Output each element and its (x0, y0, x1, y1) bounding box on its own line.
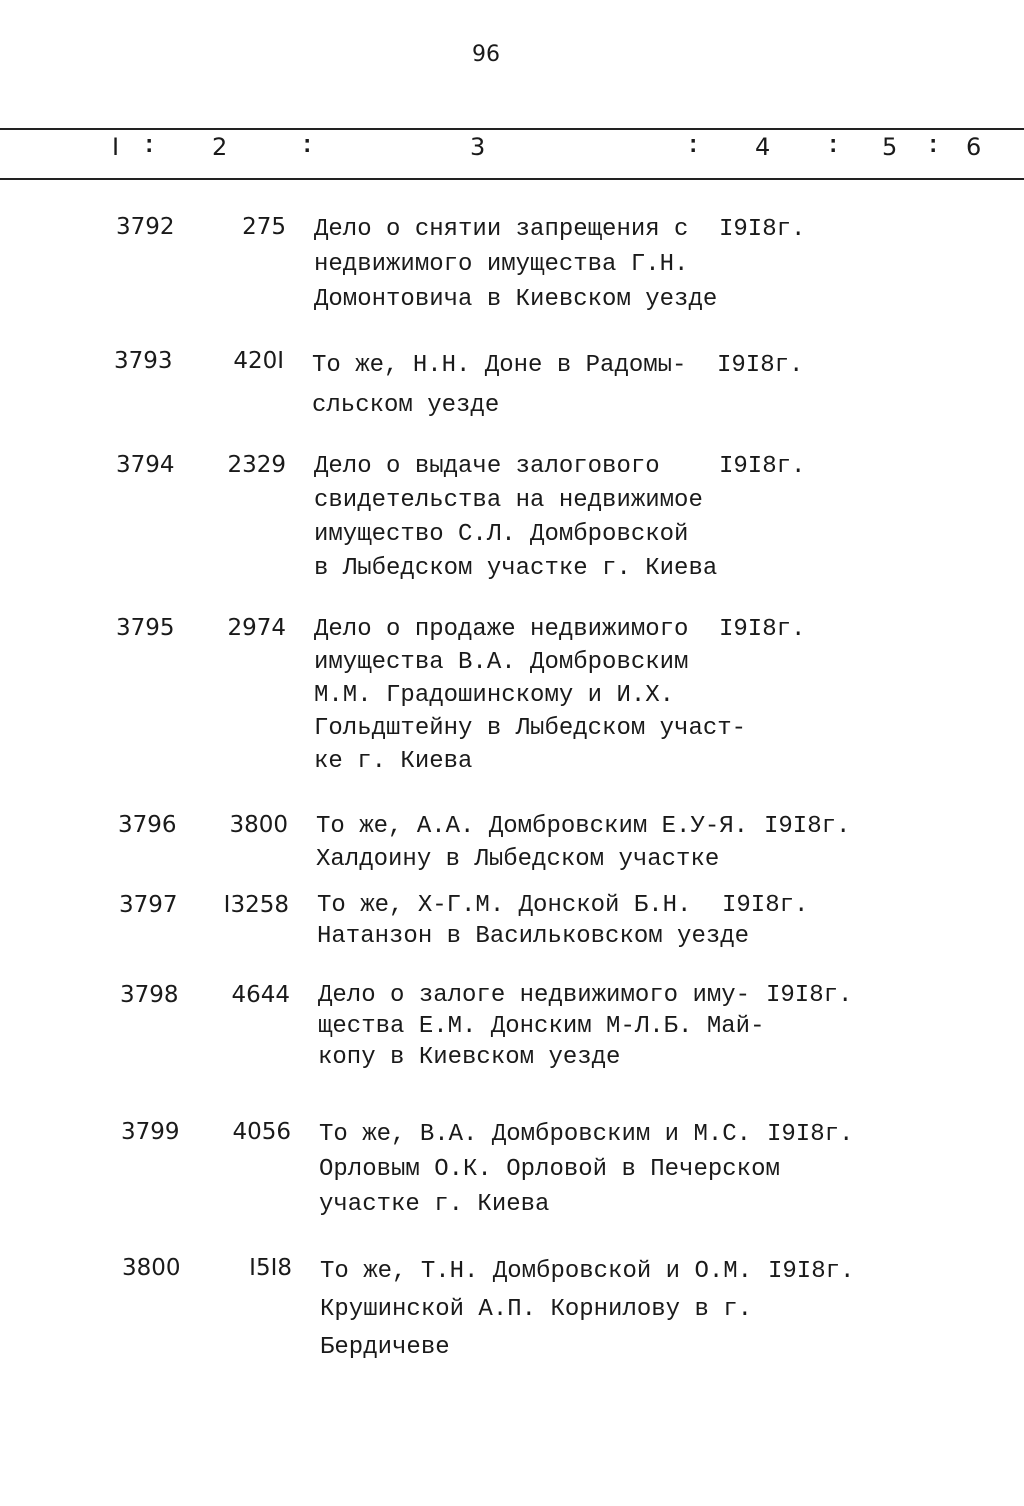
record-number: 3794 (116, 452, 175, 478)
description-line: То же, В.А. Домбровским и М.С. (319, 1121, 752, 1148)
description-line: То же, Н.Н. Доне в Радомы- (312, 352, 687, 379)
header-separator: : (926, 133, 941, 160)
description-line: Крушинской А.П. Корнилову в г. (320, 1296, 753, 1323)
description-line: Орловым О.К. Орловой в Печерском (319, 1156, 780, 1183)
description-line: Гольдштейну в Лыбедском участ- (314, 715, 747, 742)
record-description (317, 890, 749, 952)
record-year: I9I8г. (719, 216, 806, 243)
description-line: сльском уезде (312, 392, 500, 419)
record-description (314, 212, 717, 317)
description-line: свидетельства на недвижимое (314, 487, 703, 514)
record-archive-number: 3800 (229, 812, 288, 838)
record-number: 3798 (120, 982, 179, 1008)
record-description (318, 980, 764, 1073)
header-col-4: 4 (755, 133, 771, 161)
record-archive-number: 2329 (227, 452, 286, 478)
description-line: Натанзон в Васильковском уезде (317, 923, 750, 950)
description-line: в Лыбедском участке г. Киева (314, 555, 718, 582)
description-line: участке г. Киева (319, 1191, 550, 1218)
header-separator: : (142, 133, 157, 160)
header-separator: : (300, 133, 315, 160)
header-col-3: 3 (470, 133, 486, 161)
record-description (314, 613, 746, 778)
record-archive-number: 4644 (231, 982, 290, 1008)
description-line: копу в Киевском уезде (318, 1044, 621, 1071)
description-line: Дело о залоге недвижимого иму- (318, 982, 751, 1009)
record-number: 3792 (116, 214, 175, 240)
header-col-1: I (112, 133, 120, 161)
record-number: 3796 (118, 812, 177, 838)
record-number: 3795 (116, 615, 175, 641)
record-description (319, 1117, 780, 1222)
record-year: I9I8г. (766, 982, 853, 1009)
description-line: Дело о снятии запрещения с (314, 216, 689, 243)
header-col-2: 2 (212, 133, 228, 161)
header-separator: : (686, 133, 701, 160)
record-number: 3797 (119, 892, 178, 918)
header-col-6: 6 (966, 133, 982, 161)
record-number: 3793 (114, 348, 173, 374)
record-archive-number: 2974 (227, 615, 286, 641)
record-description (320, 1253, 752, 1367)
record-year: I9I8г. (722, 892, 809, 919)
record-description (312, 346, 686, 426)
record-number: 3800 (122, 1255, 181, 1281)
record-archive-number: 275 (242, 214, 286, 240)
description-line: М.М. Градошинскому и И.Х. (314, 682, 675, 709)
record-description (314, 450, 717, 586)
description-line: имущества В.А. Домбровским (314, 649, 689, 676)
description-line: Дело о продаже недвижимого (314, 616, 689, 643)
header-separator: : (826, 133, 841, 160)
record-year: I9I8г. (764, 813, 851, 840)
record-archive-number: 4056 (232, 1119, 291, 1145)
record-year: I9I8г. (719, 616, 806, 643)
description-line: имущество С.Л. Домбровской (314, 521, 689, 548)
description-line: То же, Х-Г.М. Донской Б.Н. (317, 892, 692, 919)
record-year: I9I8г. (768, 1258, 855, 1285)
record-archive-number: 420I (233, 348, 284, 374)
header-col-5: 5 (882, 133, 898, 161)
record-archive-number: I3258 (223, 892, 289, 918)
record-archive-number: I5I8 (249, 1255, 292, 1281)
description-line: Бердичеве (320, 1334, 450, 1361)
description-line: ке г. Киева (314, 748, 473, 775)
description-line: То же, А.А. Домбровским Е.У-Я. (316, 813, 749, 840)
description-line: щества Е.М. Донским М-Л.Б. Май- (318, 1013, 765, 1040)
record-number: 3799 (121, 1119, 180, 1145)
description-line: недвижимого имущества Г.Н. (314, 251, 689, 278)
page-number: 96 (472, 42, 500, 67)
description-line: То же, Т.Н. Домбровской и О.М. (320, 1258, 753, 1285)
record-description (316, 810, 748, 876)
description-line: Дело о выдаче залогового (314, 453, 660, 480)
record-year: I9I8г. (717, 352, 804, 379)
record-year: I9I8г. (719, 453, 806, 480)
header-top-rule (0, 128, 1024, 130)
header-bottom-rule (0, 178, 1024, 180)
description-line: Халдоину в Лыбедском участке (316, 846, 720, 873)
description-line: Домонтовича в Киевском уезде (314, 286, 718, 313)
record-year: I9I8г. (767, 1121, 854, 1148)
